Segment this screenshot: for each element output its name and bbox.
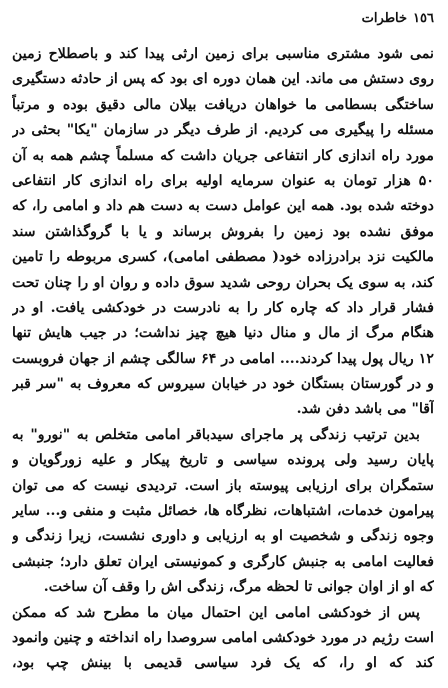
text-line: ستمگران برای ارزیابی پیوسته باز است. تردیدی نیست که می توان [12,477,434,494]
text-line: کند، به سوی یک بحران روحی شدید سوق داده و روان او را چنان تحت [12,274,434,291]
text-line: پس از خودکشی امامی این احتمال میان ما مطرح شد که ممکن [12,604,420,621]
text-line: هنگام مرگ از مال و منال دنیا هیچ چیز نداشت؛ در جیب هایش تنها [12,325,434,342]
text-line: بدین ترتیب زندگی پر ماجرای سیدباقر امامی متخلص به "نورو" به [12,426,420,443]
text-line: مورد راه اندازی کار انتفاعی جریان داشت که مسلماً چشم همه به آن [12,147,434,164]
text-line: ۵۰ هزار تومان به عنوان سرمایه اولیه برای راه اندازی کار انتفاعی [12,172,434,189]
text-line: فعالیت امامی به جنبش کارگری و کمونیستی ایران تعلق دارد؛ جنبشی [12,553,434,570]
text-line: کند که او را، که یک فرد سیاسی قدیمی با بینش چپ بود، [12,655,434,672]
text-line: پایان رسید ولی پرونده سیاسی و تاریخ پیکار و علیه زورگویان و [12,452,434,469]
text-line: دوخته شده بود. همه این عوامل دست به دست هم داد و امامی را، که [12,198,434,215]
text-line: نمی شود مشتری مناسبی برای زمین ارثی پیدا کند و باصطلاح زمین [12,46,434,62]
text-line: مالکیت نزد برادرزاده خود( مصطفی امامی)، کسری مربوطه را تامین [12,249,434,266]
text-line: فشار قرار داد که چاره کار را به نادرست در خودکشی یافت. او در [12,299,434,316]
page-number: ١٥٦ [413,11,434,26]
text-line: وجوه زندگی و شخصیت او به ارزیابی و داوری نشست، زیرا زندگی و [12,528,434,545]
text-line: است رژیم در مورد خودکشی امامی سروصدا راه انداخته و چنین وانمود [12,629,434,646]
text-line: و در گورستان بستگان خود در خیابان سیروس که معروف به "سر قبر [12,376,434,393]
running-head [12,8,434,30]
text-line: آقا" می باشد دفن شد. [296,401,434,418]
body-text [12,42,434,677]
text-line: پیرامون خدمات، اشتباهات، نظرگاه ها، خصائل مثبت و منفی و... سایر [12,503,434,520]
text-line: ساختگی بسطامی ما خواهان دریافت بیلان مالی دقیق بوده و مرتباً [12,96,434,113]
book-title: خاطرات [361,11,408,26]
text-line: ۱۲ ریال پول پیدا کردند.... امامی در ۶۴ سالگی چشم از جهان فروبست [12,350,434,367]
text-line: روی دستش می ماند. این همان دوره ای بود که پس از حادثه دستگیری [12,71,434,88]
text-line: موفق نشده بود زمین را بفروش برساند و یا با گروگذاشتن سند [12,223,434,240]
text-line: که او از اوان جوانی تا لحظه مرگ، زندگی اش را وقف آن ساخت. [43,579,434,596]
text-line: مسئله را پیگیری می کردیم. از طرف دیگر در سازمان "یکا" بحثی در [12,122,434,139]
